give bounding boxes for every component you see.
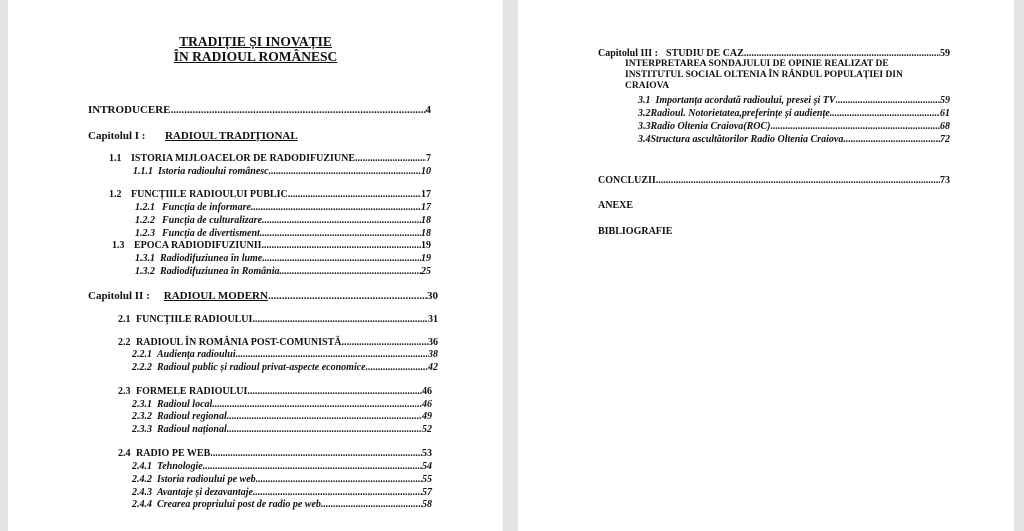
toc-page-number: 55 xyxy=(422,474,432,485)
toc-page-number: 10 xyxy=(421,166,431,177)
toc-page-number: 36 xyxy=(428,337,438,348)
toc-label: Funcția de informare xyxy=(162,202,251,213)
toc-entry-1-3-1[interactable] xyxy=(135,253,431,265)
toc-leader-dots xyxy=(203,461,422,473)
toc-entry-1-2-3[interactable] xyxy=(135,228,431,240)
document-title-line-1: TRADIȚIE ȘI INOVAȚIE xyxy=(179,34,332,49)
toc-entry-3-4[interactable] xyxy=(638,134,950,146)
chapter-title: RADIOUL TRADIȚIONAL xyxy=(164,130,298,142)
toc-leader-dots xyxy=(247,386,422,398)
toc-label: INTRODUCERE xyxy=(88,104,171,116)
toc-label: Crearea propriului post de radio pe web xyxy=(157,499,321,510)
toc-page-number: 53 xyxy=(422,448,432,459)
toc-entry-2-4-3[interactable] xyxy=(132,487,432,499)
toc-number: 2.1 xyxy=(118,314,131,325)
toc-entry-1-2-2[interactable] xyxy=(135,215,431,227)
chapter-1-heading[interactable] xyxy=(88,130,298,142)
toc-page-number: 59 xyxy=(940,48,950,59)
toc-label: Funcția de divertisment xyxy=(162,228,260,239)
toc-entry-2-3-1[interactable] xyxy=(132,399,432,411)
toc-page-number: 46 xyxy=(422,386,432,397)
toc-label: Radioul local xyxy=(157,399,213,410)
toc-page-number: 30 xyxy=(427,290,438,302)
toc-leader-dots xyxy=(262,253,421,265)
toc-entry-2-4[interactable] xyxy=(118,448,432,460)
toc-entry-2-3[interactable] xyxy=(118,386,432,398)
toc-entry-introducere[interactable] xyxy=(88,104,431,116)
toc-leader-dots xyxy=(366,362,428,374)
toc-label: Tehnologie xyxy=(157,461,203,472)
toc-label: FUNCȚIILE RADIOULUI PUBLIC xyxy=(131,189,288,200)
toc-leader-dots xyxy=(843,134,940,146)
toc-page-number: 17 xyxy=(421,202,431,213)
toc-number: 1.1.1 xyxy=(133,166,153,177)
toc-label: Radiodifuziunea în lume xyxy=(160,253,263,264)
toc-entry-1-1-1[interactable] xyxy=(133,166,431,178)
toc-page-number: 72 xyxy=(940,134,950,145)
toc-label: Radioul. Notorietatea,preferințe și audiențe xyxy=(650,108,830,119)
toc-number: 2.4.1 xyxy=(132,461,152,472)
toc-label: CONCLUZII xyxy=(598,175,656,186)
toc-entry-2-4-2[interactable] xyxy=(132,474,432,486)
chapter-3-subtitle-line-2: INSTITUTUL SOCIAL OLTENIA ÎN RÂNDUL POPULAȚIEI DIN xyxy=(625,70,903,80)
toc-number: 2.2.2 xyxy=(132,362,152,373)
toc-leader-dots xyxy=(253,487,422,499)
toc-page-number: 68 xyxy=(940,121,950,132)
toc-page-number: 19 xyxy=(421,253,431,264)
toc-number: 2.4.2 xyxy=(132,474,152,485)
toc-leader-dots xyxy=(171,104,426,116)
toc-entry-2-4-4[interactable] xyxy=(132,499,432,511)
toc-entry-1-2[interactable] xyxy=(109,189,431,201)
toc-leader-dots xyxy=(656,175,940,187)
toc-number: 1.3 xyxy=(112,240,125,251)
toc-entry-2-3-2[interactable] xyxy=(132,411,432,423)
toc-entry-2-3-3[interactable] xyxy=(132,424,432,436)
toc-number: 1.3.2 xyxy=(135,266,155,277)
toc-label: Radioul regional xyxy=(157,411,227,422)
toc-page-number: 17 xyxy=(421,189,431,200)
toc-entry-concluzii[interactable] xyxy=(598,175,950,187)
toc-leader-dots xyxy=(212,399,422,411)
toc-number: 1.3.1 xyxy=(135,253,155,264)
toc-page-number: 49 xyxy=(422,411,432,422)
toc-page-number: 46 xyxy=(422,399,432,410)
toc-number: 3.1 xyxy=(638,95,651,106)
toc-number: 2.4.4 xyxy=(132,499,152,510)
toc-entry-2-2-2[interactable] xyxy=(132,362,438,374)
toc-page-number: 57 xyxy=(422,487,432,498)
toc-entry-1-1[interactable] xyxy=(109,153,431,165)
toc-entry-3-1[interactable] xyxy=(638,95,950,107)
toc-page-number: 4 xyxy=(425,104,431,116)
toc-leader-dots xyxy=(321,499,422,511)
chapter-2-heading[interactable] xyxy=(88,290,438,302)
toc-label: Radio Oltenia Craiova(ROC) xyxy=(650,121,771,132)
toc-number: 1.1 xyxy=(109,153,122,164)
toc-leader-dots xyxy=(830,108,940,120)
toc-entry-2-4-1[interactable] xyxy=(132,461,432,473)
toc-number: 1.2.1 xyxy=(135,202,155,213)
toc-number: 1.2.2 xyxy=(135,215,155,226)
toc-leader-dots xyxy=(342,337,429,349)
toc-label: Audiența radioului xyxy=(157,349,236,360)
toc-page-number: 7 xyxy=(426,153,431,164)
chapter-prefix: Capitolul II : xyxy=(88,290,150,302)
toc-label: FORMELE RADIOULUI xyxy=(136,386,248,397)
toc-leader-dots xyxy=(236,349,428,361)
toc-label: Avantaje și dezavantaje xyxy=(157,487,253,498)
toc-label: EPOCA RADIODIFUZIUNII xyxy=(134,240,262,251)
toc-number: 1.2.3 xyxy=(135,228,155,239)
toc-leader-dots xyxy=(251,202,421,214)
toc-number: 1.2 xyxy=(109,189,122,200)
toc-label: RADIOUL ÎN ROMÂNIA POST-COMUNISTĂ xyxy=(136,337,342,348)
toc-page-number: 59 xyxy=(940,95,950,106)
toc-number: 3.4 xyxy=(638,134,651,145)
toc-leader-dots xyxy=(210,448,422,460)
toc-page-number: 73 xyxy=(940,175,950,186)
toc-label: ISTORIA MIJLOACELOR DE RADODIFUZIUNE xyxy=(131,153,356,164)
toc-label: Radiodifuziunea în România xyxy=(160,266,280,277)
toc-page-number: 18 xyxy=(421,228,431,239)
toc-page-number: 19 xyxy=(421,240,431,251)
chapter-title: RADIOUL MODERN xyxy=(163,290,268,302)
toc-page-number: 54 xyxy=(422,461,432,472)
toc-number: 2.3.3 xyxy=(132,424,152,435)
toc-page-number: 61 xyxy=(940,108,950,119)
chapter-prefix: Capitolul III : xyxy=(598,48,659,59)
toc-leader-dots xyxy=(269,166,421,178)
toc-leader-dots xyxy=(252,314,428,326)
toc-label: FUNCȚIILE RADIOULUI xyxy=(136,314,253,325)
document-page-2 xyxy=(518,0,1014,531)
document-page-1 xyxy=(8,0,503,531)
toc-number: 3.2 xyxy=(638,108,651,119)
toc-label: Istoria radioului românesc xyxy=(158,166,269,177)
toc-page-number: 58 xyxy=(422,499,432,510)
toc-label: Radioul național xyxy=(157,424,227,435)
toc-number: 2.2.1 xyxy=(132,349,152,360)
toc-page-number: 18 xyxy=(421,215,431,226)
toc-leader-dots xyxy=(355,153,426,165)
toc-entry-2-2-1[interactable] xyxy=(132,349,438,361)
chapter-3-subtitle-line-3: CRAIOVA xyxy=(625,81,670,91)
toc-number: 3.3 xyxy=(638,121,651,132)
toc-number: 2.4 xyxy=(118,448,131,459)
chapter-title: STUDIU DE CAZ xyxy=(666,48,744,59)
toc-page-number: 38 xyxy=(428,349,438,360)
toc-leader-dots xyxy=(279,266,421,278)
toc-leader-dots xyxy=(836,95,940,107)
document-title-line-2: ÎN RADIOUL ROMÂNESC xyxy=(173,49,338,64)
toc-label: Funcția de culturalizare xyxy=(162,215,263,226)
toc-label: RADIO PE WEB xyxy=(136,448,211,459)
toc-entry-1-2-1[interactable] xyxy=(135,202,431,214)
toc-page-number: 42 xyxy=(428,362,438,373)
toc-entry-2-1[interactable] xyxy=(118,314,438,326)
toc-entry-2-2[interactable] xyxy=(118,337,438,349)
toc-number: 2.4.3 xyxy=(132,487,152,498)
toc-entry-anexe[interactable]: ANEXE xyxy=(598,200,634,211)
toc-leader-dots xyxy=(256,474,422,486)
toc-page-number: 52 xyxy=(422,424,432,435)
toc-number: 2.3.1 xyxy=(132,399,152,410)
chapter-prefix: Capitolul I : xyxy=(88,130,146,142)
toc-number: 2.3 xyxy=(118,386,131,397)
toc-label: Istoria radioului pe web xyxy=(157,474,256,485)
toc-leader-dots xyxy=(262,240,421,252)
toc-number: 2.3.2 xyxy=(132,411,152,422)
toc-label: Structura ascultătorilor Radio Oltenia Craiova xyxy=(650,134,844,145)
toc-number: 2.2 xyxy=(118,337,131,348)
toc-label: Importanța acordată radioului, presei și TV xyxy=(655,95,836,106)
chapter-3-subtitle-line-1: INTERPRETAREA SONDAJULUI DE OPINIE REALIZAT DE xyxy=(625,59,889,69)
toc-leader-dots xyxy=(227,411,422,423)
toc-entry-3-2[interactable] xyxy=(638,108,950,120)
toc-leader-dots xyxy=(262,215,421,227)
toc-entry-3-3[interactable] xyxy=(638,121,950,133)
toc-entry-1-3[interactable] xyxy=(112,240,431,252)
toc-leader-dots xyxy=(771,121,940,133)
toc-page-number: 25 xyxy=(421,266,431,277)
toc-label: Radioul public și radioul privat-aspecte economice xyxy=(157,362,366,373)
toc-leader-dots xyxy=(268,290,427,302)
toc-entry-1-3-2[interactable] xyxy=(135,266,431,278)
toc-entry-bibliografie[interactable]: BIBLIOGRAFIE xyxy=(598,226,673,237)
toc-leader-dots xyxy=(260,228,421,240)
toc-leader-dots xyxy=(227,424,422,436)
toc-page-number: 31 xyxy=(428,314,438,325)
toc-leader-dots xyxy=(288,189,421,201)
